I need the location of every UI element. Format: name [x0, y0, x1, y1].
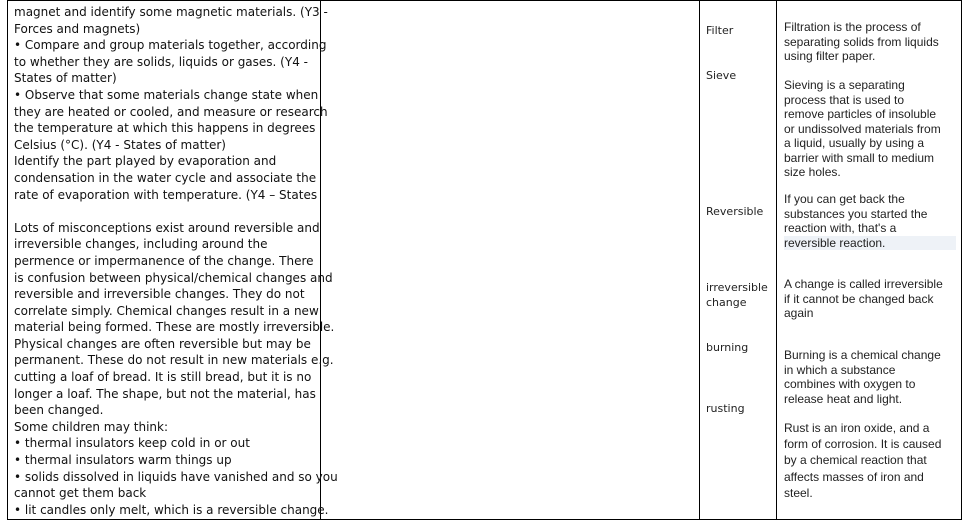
misconception-line: reversible and irreversible changes. They do not	[14, 287, 305, 302]
misconception-line: Some children may think:	[14, 419, 169, 434]
misconception-line: • thermal insulators keep cold in or out	[14, 436, 250, 451]
misconception-line: Lots of misconceptions exist around reversible and	[14, 220, 320, 235]
vocab-definition-reversible: If you can get back the substances you started the reaction with, that's a reversible reaction.	[784, 192, 956, 250]
vocab-term-filter: Filter	[706, 24, 734, 37]
misconception-line: been changed.	[14, 403, 104, 418]
misconception-line: cannot get them back	[14, 486, 147, 501]
misconception-line: is confusion between physical/chemical changes and	[14, 270, 333, 285]
text-line: Celsius (°C). (Y4 - States of matter)	[14, 137, 226, 152]
text-line: rate of evaporation with temperature. (Y4 – States	[14, 187, 318, 202]
curriculum-table	[7, 0, 962, 520]
misconception-line: Physical changes are often reversible but may be	[14, 336, 311, 351]
empty-cell	[321, 1, 700, 520]
text-line: • Observe that some materials change state when	[14, 87, 319, 102]
misconception-line: correlate simply. Chemical changes result in a new	[14, 303, 319, 318]
vocabulary-terms-cell	[700, 1, 777, 520]
vocab-term-sieve: Sieve	[706, 69, 737, 82]
misconception-line: permanent. These do not result in new materials e.g.	[14, 353, 334, 368]
vocab-term-rusting: rusting	[706, 402, 745, 415]
text-line: condensation in the water cycle and associate the	[14, 170, 317, 185]
text-line: States of matter)	[14, 71, 117, 86]
prior-learning-text	[8, 1, 338, 518]
vocab-term-burning: burning	[706, 341, 749, 354]
text-line: the temperature at which this happens in degrees	[14, 121, 316, 136]
text-line: to whether they are solids, liquids or gases. (Y4 -	[14, 54, 308, 69]
text-line: Identify the part played by evaporation and	[14, 154, 277, 169]
text-line: Forces and magnets)	[14, 21, 141, 36]
vocab-definition-rusting: Rust is an iron oxide, and a form of corrosion. It is caused by a chemical reaction that affects masses of iron and steel.	[784, 421, 942, 500]
misconception-line: longer a loaf. The shape, but not the material, has	[14, 386, 316, 401]
misconception-line: • solids dissolved in liquids have vanished and so you	[14, 469, 338, 484]
misconception-line: irreversible changes, including around the	[14, 237, 268, 252]
misconception-line: • lit candles only melt, which is a reversible change.	[14, 502, 329, 517]
text-line: they are heated or cooled, and measure or research	[14, 104, 328, 119]
vocab-term-irreversible-change: irreversible change	[706, 281, 768, 309]
vocab-definition-burning: Burning is a chemical change in which a substance combines with oxygen to release heat and light.	[784, 348, 941, 406]
misconception-line: material being formed. These are mostly irreversible.	[14, 320, 335, 335]
vocabulary-definitions-cell	[777, 1, 962, 520]
misconception-line: permence or impermanence of the change. There	[14, 253, 314, 268]
prior-learning-cell	[8, 1, 338, 520]
vocab-definition-filter: Filtration is the process of separating solids from liquids using filter paper.	[784, 20, 939, 63]
misconception-line: • thermal insulators warm things up	[14, 453, 232, 468]
vocab-term-reversible: Reversible	[706, 205, 764, 218]
text-line: • Compare and group materials together, according	[14, 38, 327, 53]
misconception-line: cutting a loaf of bread. It is still bread, but it is no	[14, 370, 312, 385]
vocab-definition-irreversible: A change is called irreversible if it cannot be changed back again	[784, 277, 943, 320]
text-line: magnet and identify some magnetic materials. (Y3 -	[14, 5, 328, 19]
vocab-definition-sieve: Sieving is a separating process that is used to remove particles of insoluble or undissolved materials from a liquid, usually by using a barrier with small to medium size holes.	[784, 78, 941, 179]
